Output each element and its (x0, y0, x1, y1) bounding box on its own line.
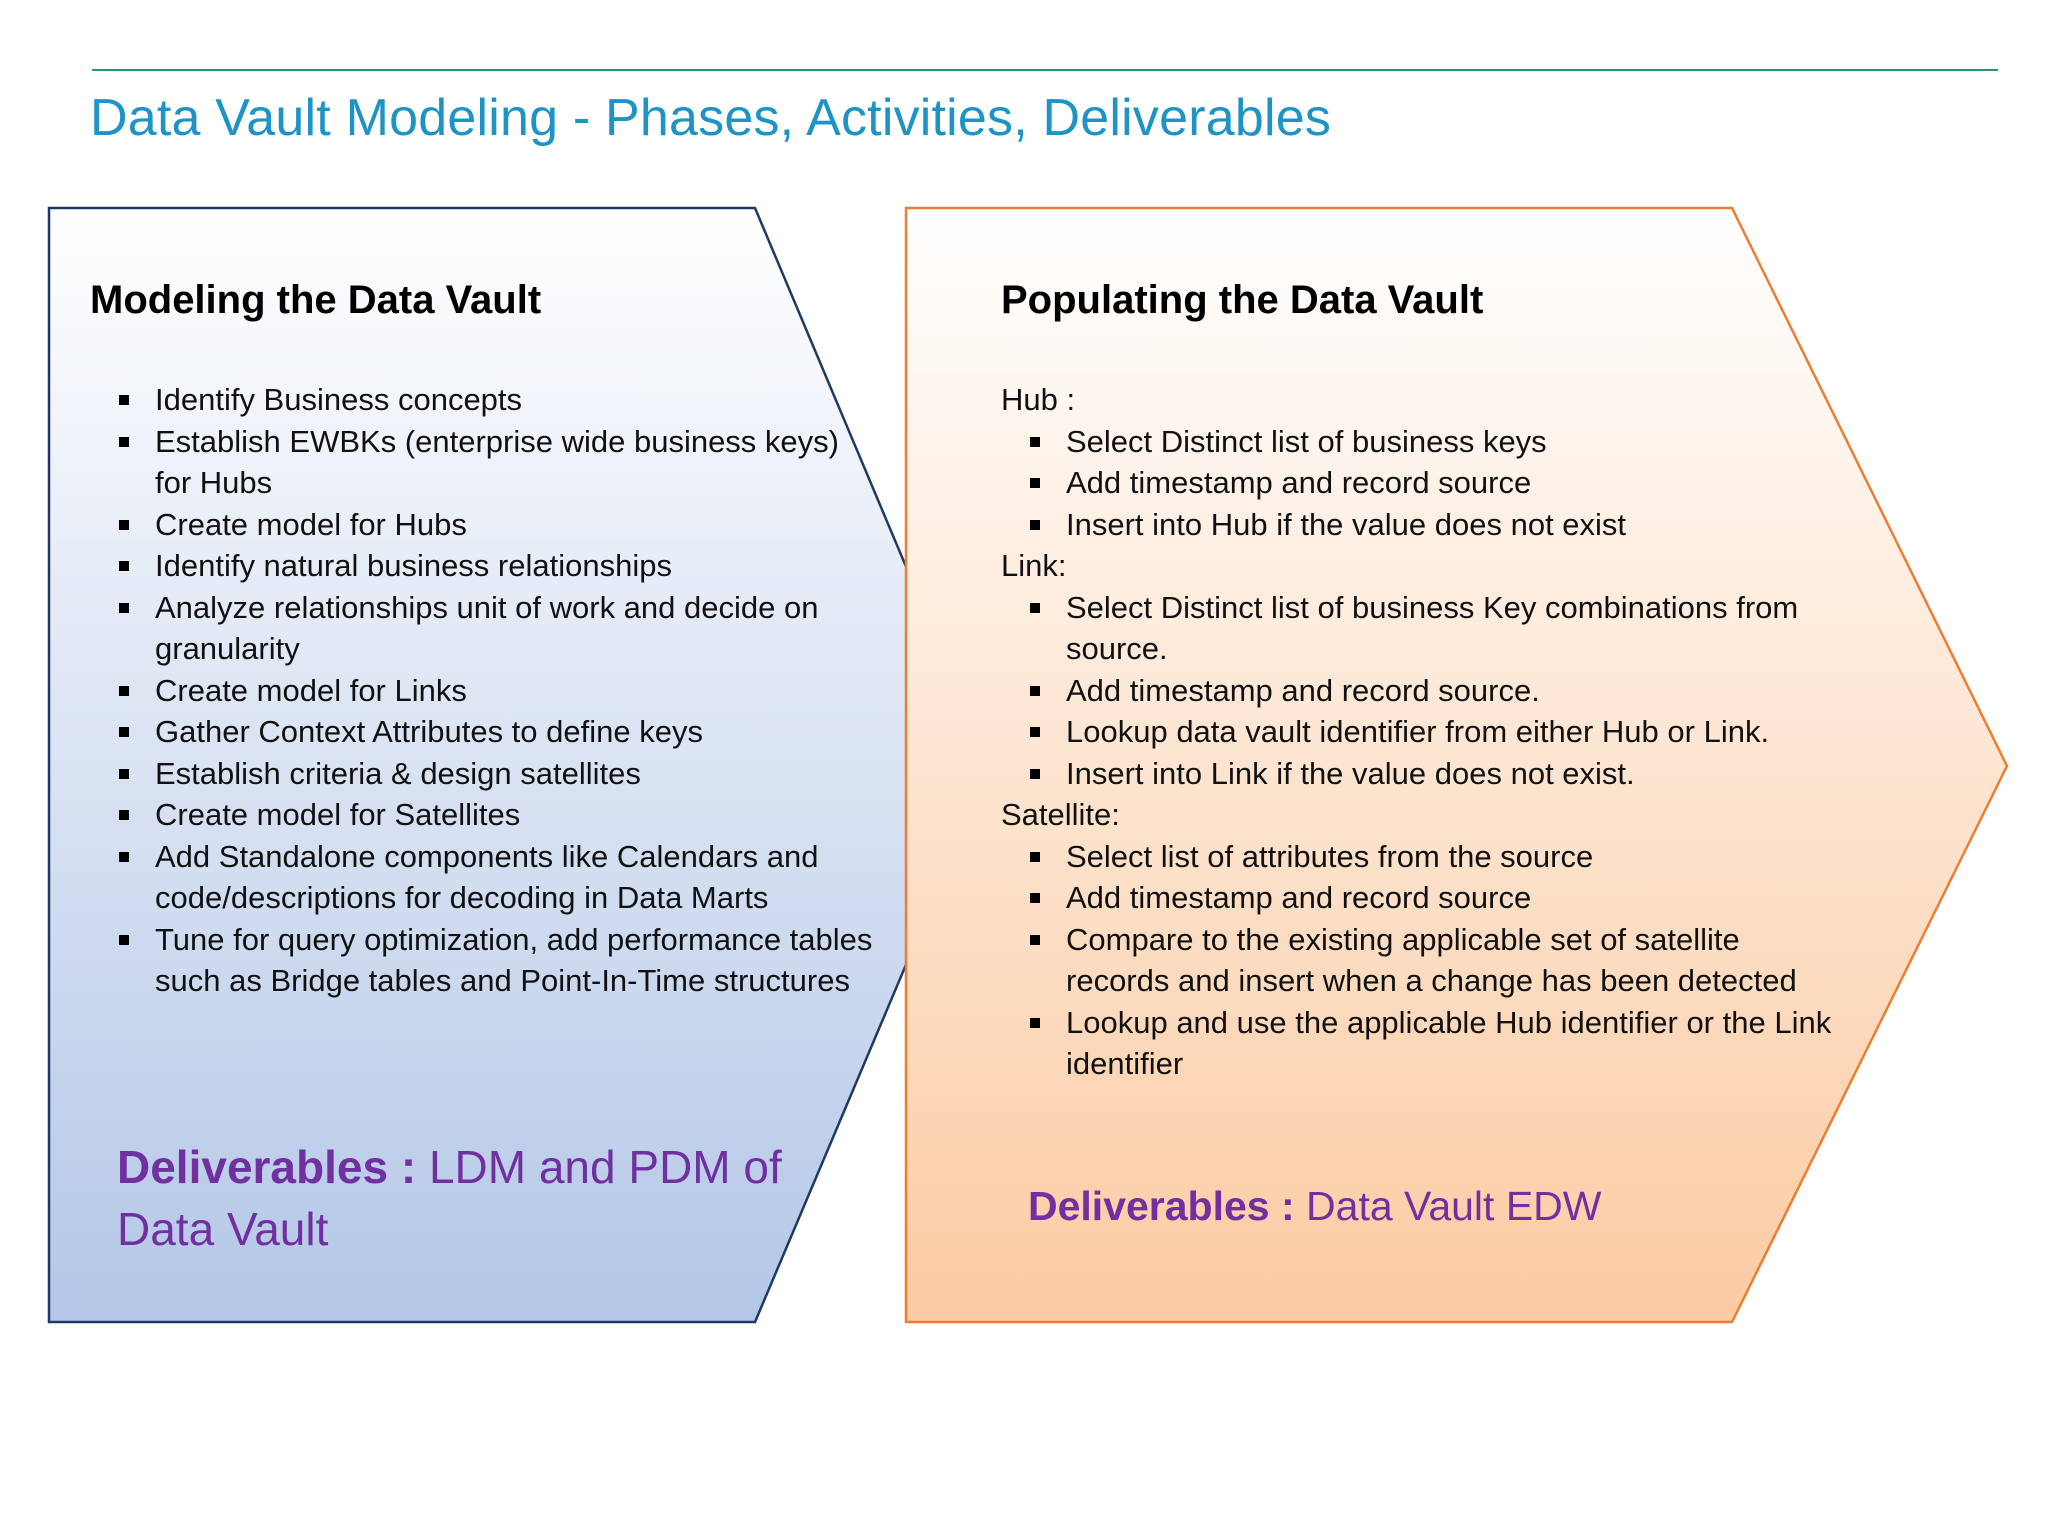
list-item: Lookup data vault identifier from either Hub or Link. (1001, 711, 1841, 753)
list-item: Create model for Hubs (90, 504, 880, 546)
satellite-group-label: Satellite: (1001, 797, 1120, 832)
list-item: Lookup and use the applicable Hub identifier or the Link identifier (1001, 1002, 1841, 1085)
list-item: Select list of attributes from the source (1001, 836, 1841, 878)
list-item: Identify Business concepts (90, 379, 880, 421)
modeling-phase-panel (90, 278, 880, 1002)
list-item: Select Distinct list of business Key combinations from source. (1001, 587, 1841, 670)
deliverables-value: LDM and PDM of Data Vault (117, 1141, 782, 1255)
populating-deliverables (1028, 1178, 1728, 1234)
modeling-deliverables (117, 1136, 807, 1260)
list-item: Compare to the existing applicable set of satellite records and insert when a change has been detected (1001, 919, 1841, 1002)
list-item: Identify natural business relationships (90, 545, 880, 587)
deliverables-value: Data Vault EDW (1294, 1183, 1602, 1229)
slide-title: Data Vault Modeling - Phases, Activities, Deliverables (90, 89, 1332, 147)
satellite-activities-list (1001, 836, 1841, 1085)
list-item: Gather Context Attributes to define keys (90, 711, 880, 753)
deliverables-label: Deliverables : (117, 1141, 417, 1193)
list-item: Add timestamp and record source (1001, 462, 1841, 504)
list-item: Add timestamp and record source. (1001, 670, 1841, 712)
list-item: Create model for Links (90, 670, 880, 712)
hub-group-label: Hub : (1001, 382, 1076, 417)
list-item: Add timestamp and record source (1001, 877, 1841, 919)
list-item: Establish EWBKs (enterprise wide business keys) for Hubs (90, 421, 880, 504)
link-group-label: Link: (1001, 548, 1067, 583)
list-item: Insert into Link if the value does not exist. (1001, 753, 1841, 795)
modeling-activities-list (90, 379, 880, 1002)
populating-phase-panel (1001, 278, 1841, 1085)
modeling-phase-heading: Modeling the Data Vault (90, 278, 542, 322)
populating-phase-heading: Populating the Data Vault (1001, 278, 1484, 322)
list-item: Analyze relationships unit of work and decide on granularity (90, 587, 880, 670)
list-item: Create model for Satellites (90, 794, 880, 836)
list-item: Insert into Hub if the value does not exist (1001, 504, 1841, 546)
hub-activities-list (1001, 421, 1841, 546)
list-item: Establish criteria & design satellites (90, 753, 880, 795)
deliverables-label: Deliverables : (1028, 1183, 1295, 1229)
list-item: Add Standalone components like Calendars and code/descriptions for decoding in Data Marts (90, 836, 880, 919)
list-item: Select Distinct list of business keys (1001, 421, 1841, 463)
list-item: Tune for query optimization, add performance tables such as Bridge tables and Point-In-Time structures (90, 919, 880, 1002)
link-activities-list (1001, 587, 1841, 795)
